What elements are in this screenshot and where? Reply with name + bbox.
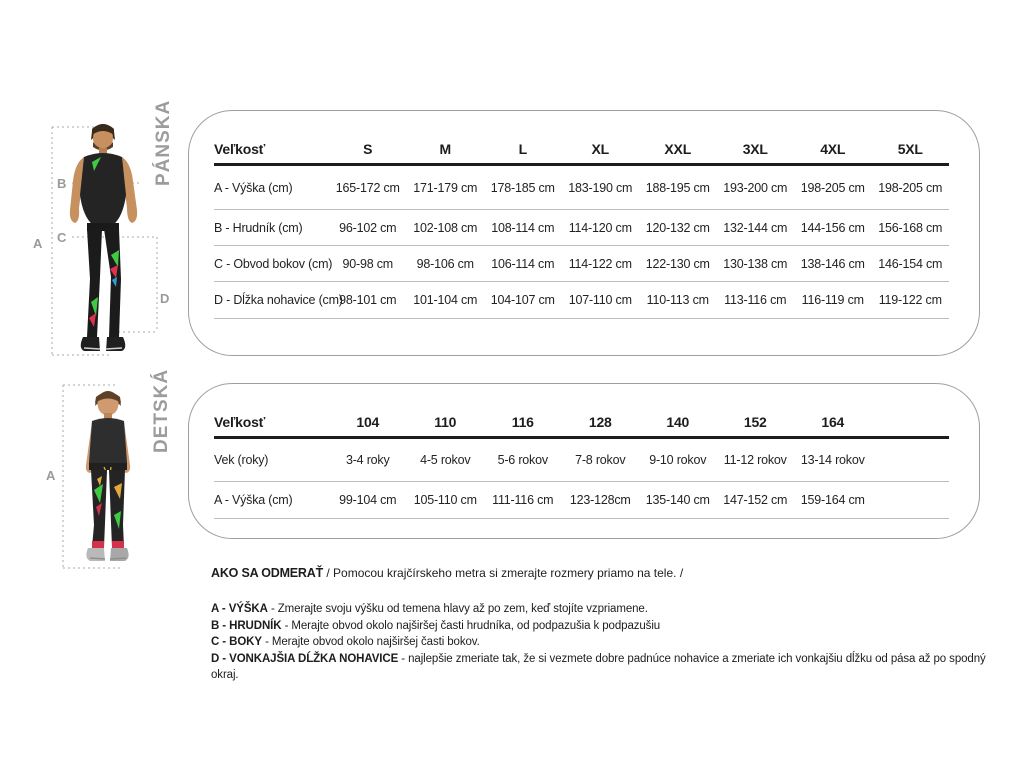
guide-term: B - HRUDNÍK bbox=[211, 619, 282, 632]
size-value: 119-122 cm bbox=[878, 293, 942, 307]
row-label: Vek (roky) bbox=[214, 453, 269, 467]
size-value: 130-138 cm bbox=[723, 256, 788, 271]
measure-label-a: A bbox=[46, 468, 56, 483]
guide-item bbox=[211, 651, 991, 684]
kids-model-drawing bbox=[86, 391, 130, 561]
row-label: D - Dĺžka nohavice (cm) bbox=[214, 293, 343, 307]
size-value: 111-116 cm bbox=[492, 493, 554, 507]
size-value: 156-168 cm bbox=[878, 220, 943, 235]
column-header: 152 bbox=[743, 414, 767, 430]
size-value: 120-132 cm bbox=[645, 220, 710, 235]
guide-desc: - Merajte obvod okolo najširšej časti bokov. bbox=[265, 636, 480, 648]
size-value: 110-113 cm bbox=[646, 293, 709, 307]
size-value: 108-114 cm bbox=[491, 220, 555, 235]
column-header: L bbox=[518, 141, 527, 157]
column-header: 164 bbox=[821, 414, 845, 430]
size-value: 171-179 cm bbox=[413, 180, 478, 195]
measure-label-d: D bbox=[160, 291, 170, 306]
guide-subtitle: / Pomocou krajčírskeho metra si zmerajte rozmery priamo na tele. / bbox=[326, 566, 684, 580]
mens-size-table bbox=[188, 110, 980, 356]
size-value: 98-106 cm bbox=[416, 256, 474, 271]
size-value: 101-104 cm bbox=[413, 293, 478, 307]
mens-table-header bbox=[214, 111, 949, 166]
column-header: 140 bbox=[666, 414, 690, 430]
size-value: 198-205 cm bbox=[878, 180, 943, 195]
size-value: 193-200 cm bbox=[723, 180, 788, 195]
measure-label-a: A bbox=[33, 236, 43, 251]
kids-table-header bbox=[214, 384, 949, 439]
column-header: 3XL bbox=[742, 141, 768, 157]
column-header: 116 bbox=[511, 414, 534, 430]
size-value: 123-128cm bbox=[569, 493, 631, 507]
size-value: 198-205 cm bbox=[800, 180, 865, 195]
table-row bbox=[214, 282, 949, 319]
size-value: 146-154 cm bbox=[878, 256, 943, 271]
mens-section-label: PÁNSKA bbox=[153, 99, 174, 186]
guide-item bbox=[211, 618, 991, 635]
column-header: S bbox=[363, 141, 373, 157]
column-header: M bbox=[439, 141, 451, 157]
size-value: 114-120 cm bbox=[568, 220, 632, 235]
row-label: B - Hrudník (cm) bbox=[214, 220, 303, 235]
measuring-guide bbox=[211, 566, 991, 684]
size-value: 7-8 rokov bbox=[575, 453, 626, 467]
size-value: 4-5 rokov bbox=[420, 453, 471, 467]
guide-term: A - VÝŠKA bbox=[211, 603, 268, 615]
row-label: A - Výška (cm) bbox=[214, 180, 293, 195]
size-value: 106-114 cm bbox=[491, 256, 555, 271]
guide-title-line bbox=[211, 566, 991, 580]
guide-title: AKO SA ODMERAŤ bbox=[211, 566, 324, 580]
guide-desc: - Merajte obvod okolo najširšej časti hrudníka, od podpazušia k podpazušiu bbox=[284, 619, 661, 632]
table-row bbox=[214, 482, 949, 519]
size-value: 104-107 cm bbox=[490, 293, 555, 307]
size-value: 96-102 cm bbox=[339, 220, 397, 235]
kids-size-table bbox=[188, 383, 980, 539]
size-value: 144-156 cm bbox=[800, 220, 865, 235]
size-value: 138-146 cm bbox=[800, 256, 865, 271]
table-row bbox=[214, 166, 949, 210]
measure-label-b: B bbox=[57, 176, 67, 191]
size-value: 113-116 cm bbox=[724, 293, 787, 307]
column-header: XL bbox=[591, 141, 609, 157]
size-value: 116-119 cm bbox=[801, 293, 864, 307]
size-value: 11-12 rokov bbox=[723, 453, 787, 467]
guide-item bbox=[211, 601, 991, 618]
size-value: 13-14 rokov bbox=[800, 453, 865, 467]
size-value: 105-110 cm bbox=[413, 493, 477, 507]
column-header: 5XL bbox=[897, 141, 923, 157]
size-value: 165-172 cm bbox=[335, 180, 400, 195]
size-value: 90-98 cm bbox=[342, 256, 393, 271]
size-value: 135-140 cm bbox=[645, 493, 710, 507]
column-header: 128 bbox=[588, 414, 612, 430]
size-value: 98-101 cm bbox=[339, 293, 397, 307]
kids-section-label: DETSKÁ bbox=[151, 368, 172, 453]
column-header: Veľkosť bbox=[214, 141, 266, 157]
size-value: 183-190 cm bbox=[568, 180, 633, 195]
column-header: XXL bbox=[664, 141, 692, 157]
guide-desc: - najlepšie zmeriate tak, že si vezmete dobre padnúce nohavice a zmeriate ich vonkajšiu dĺžku od pása až po spodný okraj. bbox=[211, 652, 986, 681]
guide-term: C - BOKY bbox=[211, 636, 262, 648]
kids-model-figure bbox=[30, 368, 200, 575]
column-header: 4XL bbox=[820, 141, 846, 157]
size-value: 107-110 cm bbox=[568, 293, 632, 307]
row-label: C - Obvod bokov (cm) bbox=[214, 256, 333, 271]
column-header: 110 bbox=[434, 414, 457, 430]
size-value: 3-4 roky bbox=[345, 453, 390, 467]
table-row bbox=[214, 210, 949, 246]
table-row bbox=[214, 246, 949, 282]
size-value: 114-122 cm bbox=[568, 256, 632, 271]
size-value: 188-195 cm bbox=[645, 180, 710, 195]
guide-item bbox=[211, 634, 991, 651]
size-value: 102-108 cm bbox=[413, 220, 478, 235]
size-value: 178-185 cm bbox=[490, 180, 555, 195]
size-value: 5-6 rokov bbox=[497, 453, 548, 467]
row-label: A - Výška (cm) bbox=[214, 493, 293, 507]
size-value: 132-144 cm bbox=[723, 220, 788, 235]
column-header: 104 bbox=[356, 414, 380, 430]
guide-desc: - Zmerajte svoju výšku od temena hlavy až po zem, keď stojíte vzpriamene. bbox=[270, 603, 648, 615]
measure-label-c: C bbox=[57, 230, 67, 245]
size-value: 9-10 rokov bbox=[649, 453, 707, 467]
size-value: 159-164 cm bbox=[800, 493, 865, 507]
size-value: 147-152 cm bbox=[723, 493, 788, 507]
size-value: 99-104 cm bbox=[339, 493, 397, 507]
table-row bbox=[214, 439, 949, 482]
size-value: 122-130 cm bbox=[645, 256, 710, 271]
column-header: Veľkosť bbox=[214, 414, 266, 430]
guide-term: D - VONKAJŠIA DĹŽKA NOHAVICE bbox=[211, 652, 399, 665]
